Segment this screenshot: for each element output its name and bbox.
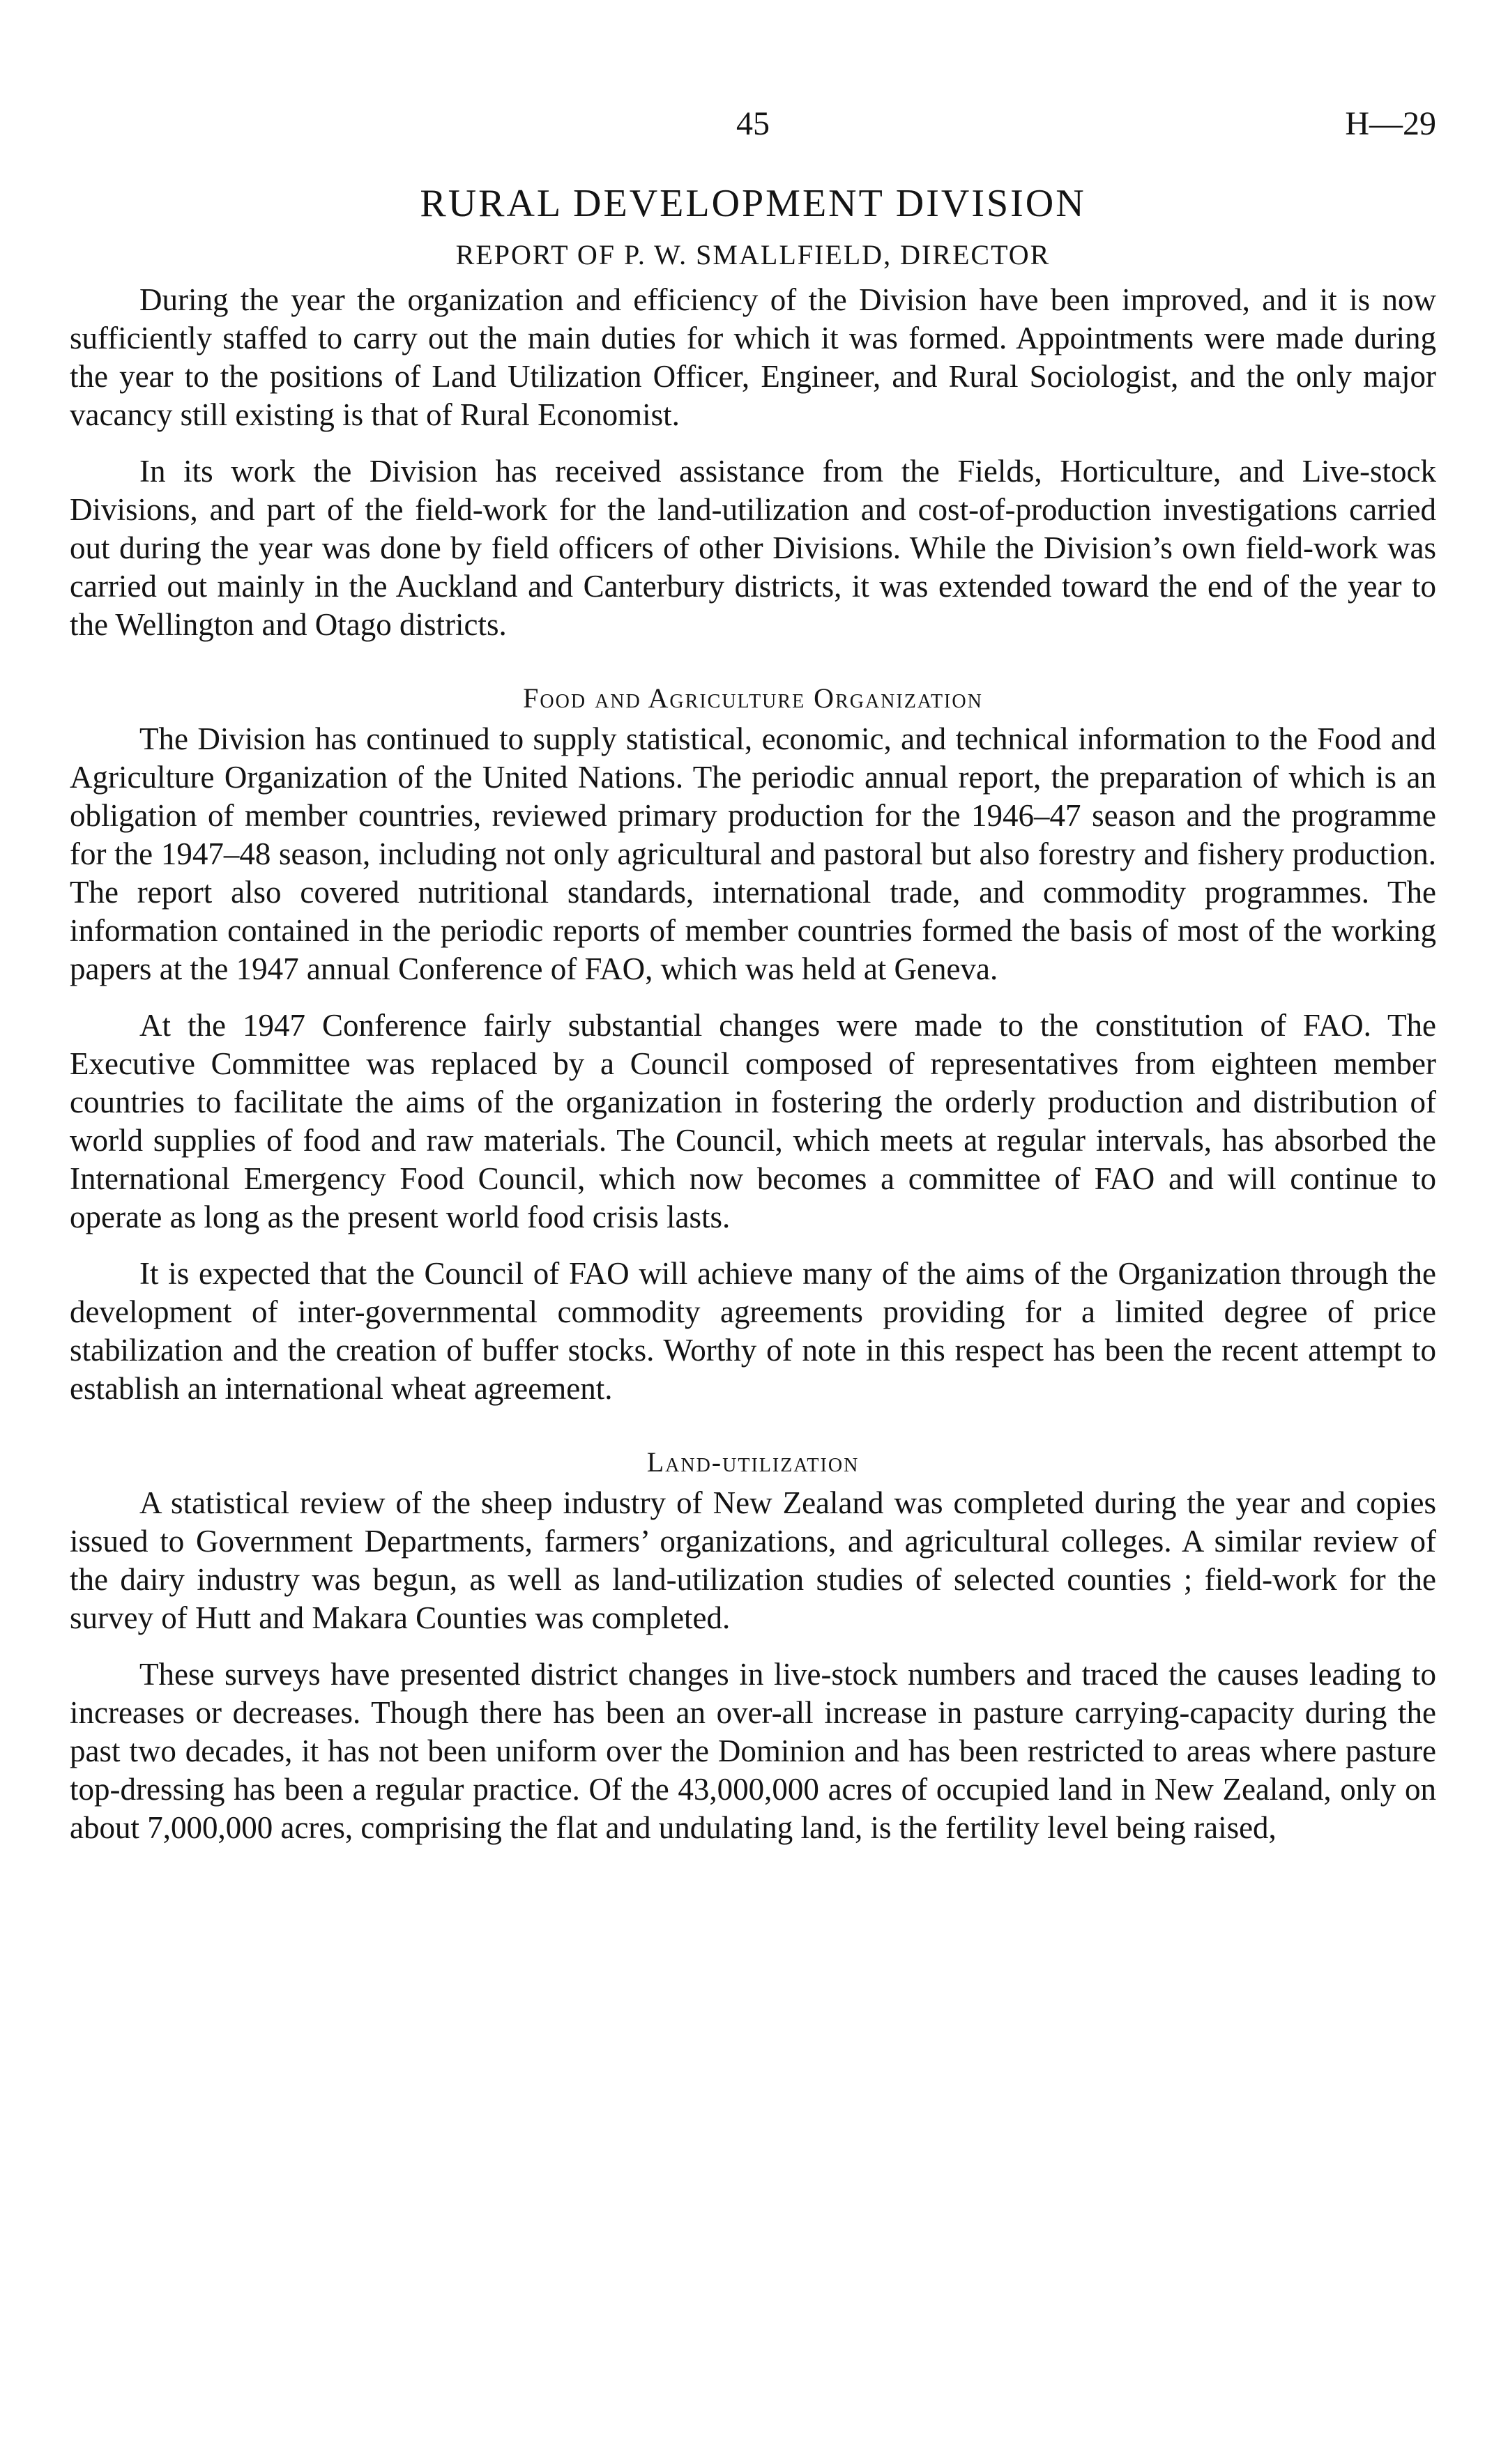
land-paragraph-2: These surveys have presented district changes in live-stock numbers and traced the causes leading to increases or decreases. Though there has been an over-all increase in pasture carrying-capacity during the past two decades, it has not been uniform over the Dominion and has been restricted to areas where pasture top-dressing has been a regular practice. Of the 43,000,000 acres of occupied land in New Zealand, only on about 7,000,000 acres, comprising the flat and undulating land, is the fertility level being raised,: [70, 1657, 1436, 1845]
intro-paragraph-2: In its work the Division has received assistance from the Fields, Horticulture, and Live-stock Divisions, and part of the field-work for the land-utilization and cost-of-production investigations carried out during the year was done by field officers of other Divisions. While the Division’s own field-work was carried out mainly in the Auckland and Canterbury districts, it was extended toward the end of the year to the Wellington and Otago districts.: [70, 454, 1436, 642]
division-title: RURAL DEVELOPMENT DIVISION: [420, 182, 1086, 225]
section-heading-fao: Food and Agriculture Organization: [523, 682, 983, 714]
fao-paragraph-2: At the 1947 Conference fairly substantial changes were made to the constitution of FAO. The Executive Committee was replaced by a Council composed of representatives from eighteen member countries to facilitate the aims of the organization in fostering the orderly production and distribution of world supplies of food and raw materials. The Council, which meets at regular intervals, has absorbed the International Emergency Food Council, which now becomes a committee of FAO and will continue to operate as long as the present world food crisis lasts.: [70, 1008, 1436, 1234]
section-heading-land-utilization: Land-utilization: [646, 1446, 860, 1478]
running-header: [70, 105, 1436, 160]
page-number: 45: [736, 105, 770, 142]
intro-paragraph-1: During the year the organization and efficiency of the Division have been improved, and it is now sufficiently staffed to carry out the main duties for which it was formed. Appointments were made during the year to the positions of Land Utilization Officer, Engineer, and Rural Sociologist, and the only major vacancy still existing is that of Rural Economist.: [70, 282, 1436, 432]
document-page: [70, 105, 1436, 1865]
document-code: H—29: [1345, 105, 1436, 142]
report-subtitle: REPORT OF P. W. SMALLFIELD, DIRECTOR: [455, 239, 1051, 270]
fao-paragraph-3: It is expected that the Council of FAO will achieve many of the aims of the Organization through the development of inter-governmental commodity agreements providing for a limited degree of price stabilization and the creation of buffer stocks. Worthy of note in this respect has been the recent attempt to establish an international wheat agreement.: [70, 1256, 1436, 1406]
land-paragraph-1: A statistical review of the sheep industry of New Zealand was completed during the year and copies issued to Government Departments, farmers’ organizations, and agricultural colleges. A similar review of the dairy industry was begun, as well as land-utilization studies of selected counties ; field-work for the survey of Hutt and Makara Counties was completed.: [70, 1485, 1436, 1635]
fao-paragraph-1: The Division has continued to supply statistical, economic, and technical information to the Food and Agriculture Organization of the United Nations. The periodic annual report, the preparation of which is an obligation of member countries, reviewed primary production for the 1946–47 season and the programme for the 1947–48 season, including not only agricultural and pastoral but also forestry and fishery production. The report also covered nutritional standards, international trade, and commodity programmes. The information contained in the periodic reports of member countries formed the basis of most of the working papers at the 1947 annual Conference of FAO, which was held at Geneva.: [70, 721, 1436, 986]
